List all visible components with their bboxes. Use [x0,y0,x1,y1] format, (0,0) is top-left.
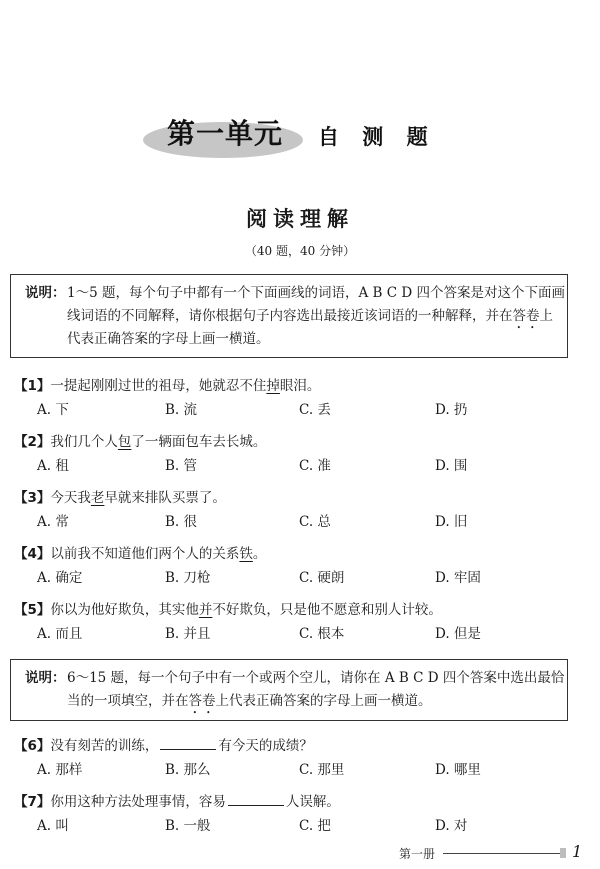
option-d[interactable]: D. 但是 [435,626,481,642]
option-a[interactable]: A. 叫 [37,818,69,834]
unit-title: 第一单元 [166,117,283,150]
option-a[interactable]: A. 确定 [37,570,83,586]
question-text-end: 了一辆面包车去长城。 [131,434,267,450]
question-text-end: 不好欺负，只是他不愿意和别人计较。 [212,602,442,618]
question-text-end: 人误解。 [285,794,340,810]
question-text: 今天我 [50,490,91,506]
question-text: 我们几个人 [50,434,118,450]
instruction-line-2-end: 上 [539,308,553,324]
question-stem [14,792,340,812]
unit-header [0,108,600,168]
option-b[interactable]: B. 很 [165,514,198,530]
question-stem [14,488,226,508]
option-d[interactable]: D. 哪里 [435,762,481,778]
question-text: 一提起刚刚过世的祖母，她就忍不住 [50,378,267,394]
footer-bar [560,848,566,858]
question-text: 以前我不知道他们两个人的关系 [50,546,240,562]
option-d[interactable]: D. 围 [435,458,468,474]
section-title: 阅读理解 [246,206,354,231]
question-text: 没有刻苦的训练， [50,738,159,754]
emphasized-word-answer-sheet: 答卷 [512,308,540,324]
question-text-end: 眼泪。 [279,378,321,394]
instruction-line-2 [67,690,432,717]
instruction-line-1: 6～15 题，每一个句子中有一个或两个空儿，请你在 A B C D 四个答案中选出最恰 [67,670,565,686]
fill-in-blank [228,793,284,806]
option-a[interactable]: A. 常 [37,514,69,530]
underlined-word: 包 [117,434,132,450]
question-stem [14,600,442,620]
underlined-word: 并 [198,602,213,618]
underlined-word: 掉 [266,378,280,394]
footer-rule [443,853,561,854]
footer-book-label: 第一册 [399,847,436,861]
option-d[interactable]: D. 旧 [435,514,468,530]
option-d[interactable]: D. 牢固 [435,570,481,586]
option-b[interactable]: B. 管 [165,458,198,474]
question-stem [14,736,313,756]
question-number: 【4】 [14,546,51,562]
option-b[interactable]: B. 一般 [165,818,211,834]
question-text-end: 。 [252,546,267,562]
instruction-label: 说明： [25,285,66,301]
section-subtitle: （40 题，40 分钟） [244,244,356,258]
option-c[interactable]: C. 硬朗 [299,570,345,586]
question-text: 你以为他好欺负，其实他 [50,602,199,618]
question-text: 你用这种方法处理事情，容易 [50,794,226,810]
option-b[interactable]: B. 刀枪 [165,570,211,586]
emphasized-word-answer-sheet: 答卷 [188,693,216,709]
underlined-word: 铁 [239,546,253,562]
instruction-box-1 [10,274,568,358]
instruction-line-2-start: 线词语的不同解释，请你根据句子内容选出最接近该词语的一种解释，并在 [67,308,513,324]
question-text-end: 早就来排队买票了。 [104,490,226,506]
question-number: 【1】 [14,378,51,394]
question-stem [14,376,320,396]
instruction-box-2 [10,659,568,721]
option-c[interactable]: C. 准 [299,458,331,474]
option-c[interactable]: C. 那里 [299,762,345,778]
option-c[interactable]: C. 丢 [299,402,331,418]
option-c[interactable]: C. 总 [299,514,331,530]
instruction-line-1: 1～5 题，每个句子中都有一个下面画线的词语，A B C D 四个答案是对这个下面画 [67,285,565,301]
page-number: 1 [572,842,583,861]
option-d[interactable]: D. 对 [435,818,468,834]
option-c[interactable]: C. 根本 [299,626,345,642]
instruction-line-2-start: 当的一项填空，并在 [67,693,189,709]
option-d[interactable]: D. 扔 [435,402,468,418]
option-a[interactable]: A. 那样 [37,762,83,778]
question-number: 【7】 [14,794,51,810]
instruction-line-2-end: 上代表正确答案的字母上画一横道。 [215,693,432,709]
question-text-end: 有今天的成绩？ [218,738,313,754]
option-b[interactable]: B. 并且 [165,626,211,642]
question-stem [14,544,266,564]
instruction-line-3: 代表正确答案的字母上画一横道。 [67,331,270,347]
question-number: 【3】 [14,490,51,506]
question-number: 【6】 [14,738,51,754]
option-a[interactable]: A. 租 [37,458,69,474]
fill-in-blank [160,737,216,750]
unit-subtitle: 自 测 题 [318,125,436,149]
option-a[interactable]: A. 下 [37,402,69,418]
underlined-word: 老 [90,490,105,506]
instruction-label: 说明： [25,670,66,686]
option-b[interactable]: B. 流 [165,402,198,418]
question-number: 【5】 [14,602,51,618]
option-b[interactable]: B. 那么 [165,762,211,778]
question-stem [14,432,266,452]
option-a[interactable]: A. 而且 [37,626,83,642]
option-c[interactable]: C. 把 [299,818,331,834]
question-number: 【2】 [14,434,51,450]
